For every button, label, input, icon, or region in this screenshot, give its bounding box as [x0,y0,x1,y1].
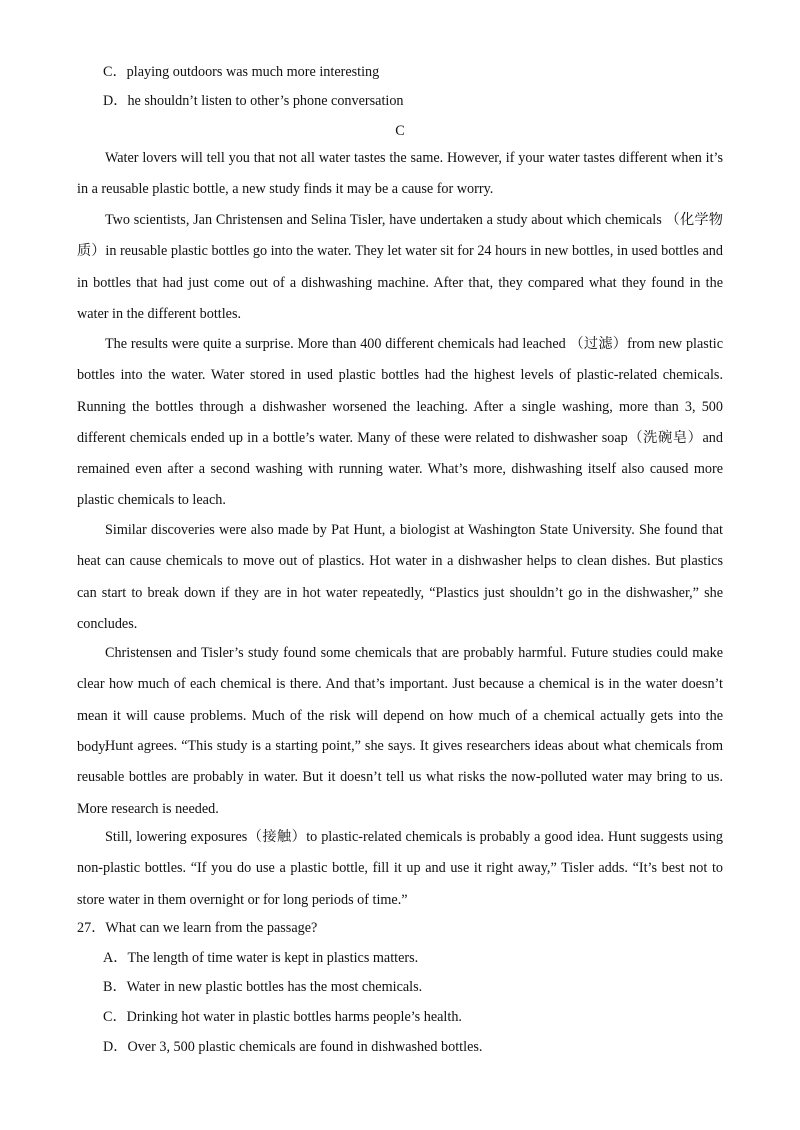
passage-paragraph-6: Hunt agrees. “This study is a starting point,” she says. It gives researchers ideas about what chemicals from reusable bottles are probably in water. But it doesn’t tell us what risks the now-polluted water may bring to us. More research is needed. [77,738,723,817]
prev-option-c [103,63,379,81]
option-letter: D． [103,93,128,109]
section-letter: C [395,123,405,139]
passage-paragraph-1: Water lovers will tell you that not all water tastes the same. However, if your water tastes different when it’s in a reusable plastic bottle, a new study finds it may be a cause for worry. [77,150,723,198]
passage-paragraph-3: The results were quite a surprise. More than 400 different chemicals had leached （过滤）from new plastic bottles into the water. Water stored in used plastic bottles had the highest levels of plastic-related chemicals. Running the bottles through a dishwasher worsened the leaching. After a single washing, more than 3, 500 different chemicals ended up in a bottle’s water. Many of these were related to dishwasher soap（洗碗皂）and remained even after a second washing with running water. What’s more, dishwashing itself also caused more plastic chemicals to leach. [77,336,723,509]
question-27-option-d [103,1038,482,1056]
passage-paragraph-4: Similar discoveries were also made by Pat Hunt, a biologist at Washington State University. She found that heat can cause chemicals to move out of plastics. Hot water in a dishwasher helps to clean dishes. But plastics can start to break down if they are in hot water repeatedly, “Plastics just shouldn’t go in the dishwasher,” she concludes. [77,522,723,632]
question-27-option-b [103,978,422,996]
question-27-stem [77,919,317,937]
option-text: Over 3, 500 plastic chemicals are found in dishwashed bottles. [127,1039,483,1055]
prev-option-d [103,92,404,110]
option-letter: A． [103,950,128,966]
option-letter: D． [103,1039,128,1055]
option-text: The length of time water is kept in plastics matters. [127,950,419,966]
passage-paragraph-5: Christensen and Tisler’s study found some chemicals that are probably harmful. Future studies could make clear how much of each chemical is there. And that’s important. Just because a chemical is in the water doesn’t mean it will cause problems. Much of the risk will depend on how much of a chemical actually gets into the body. [77,645,723,755]
question-27-option-a [103,949,418,967]
question-text: What can we learn from the passage? [105,920,318,936]
passage-paragraph-2: Two scientists, Jan Christensen and Selina Tisler, have undertaken a study about which chemicals （化学物质）in reusable plastic bottles go into the water. They let water sit for 24 hours in new bottles, in used bottles and in bottles that had just come out of a dishwashing machine. After that, they compared what they found in the water in the different bottles. [77,212,723,322]
option-letter: C． [103,64,127,80]
option-letter: B． [103,979,127,995]
option-text: Drinking hot water in plastic bottles harms people’s health. [126,1009,462,1025]
question-27-option-c [103,1008,462,1026]
option-text: playing outdoors was much more interesting [126,64,380,80]
option-text: Water in new plastic bottles has the most chemicals. [126,979,423,995]
option-letter: C． [103,1009,127,1025]
question-number: 27． [77,920,106,936]
passage-paragraph-7: Still, lowering exposures（接触）to plastic-related chemicals is probably a good idea. Hunt suggests using non-plastic bottles. “If you do use a plastic bottle, fill it up and use it right away,” Tisler adds. “It’s best not to store water in them overnight or for long periods of time.” [77,829,723,908]
option-text: he shouldn’t listen to other’s phone conversation [127,93,404,109]
